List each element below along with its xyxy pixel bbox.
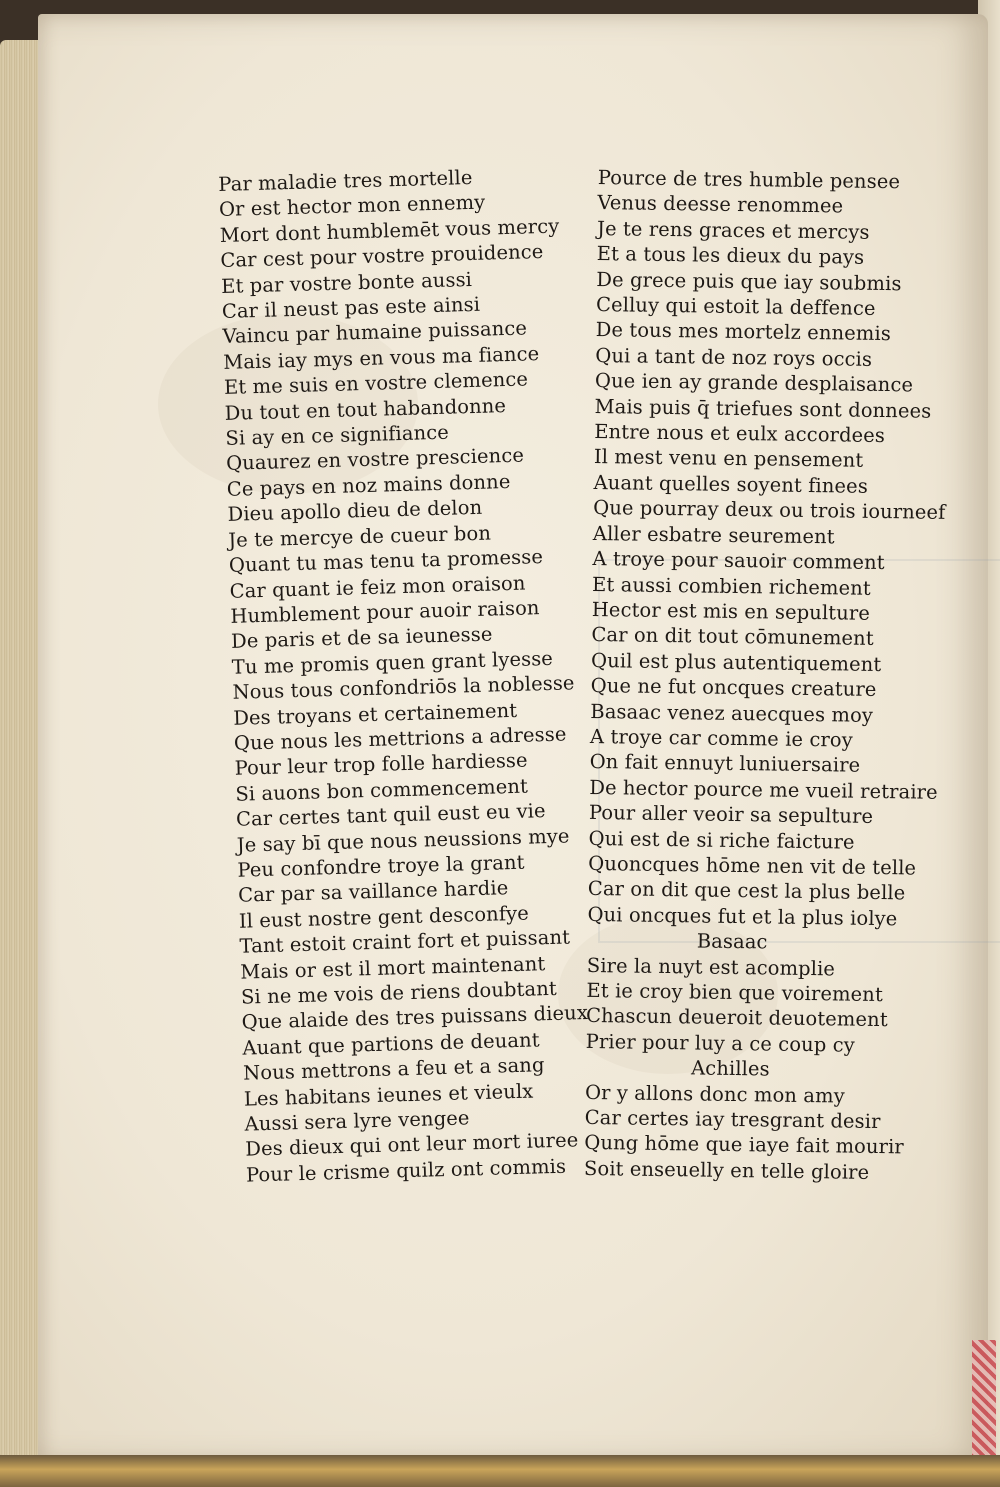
verse-line: Car on dit que cest la plus belle	[587, 877, 906, 905]
verse-line: Venus deesse renommee	[597, 191, 844, 218]
verse-line: Et par vostre bonte aussi	[220, 267, 473, 298]
verse-line: Dieu apollo dieu de delon	[227, 496, 483, 527]
verse-line: Les habitans ieunes et vieulx	[243, 1079, 534, 1111]
verse-line: Que alaide des tres puissans dieux	[241, 1001, 589, 1035]
verse-line: Nous tous confondriōs la noblesse	[232, 671, 575, 704]
verse-line: Des troyans et certainement	[232, 698, 518, 730]
right-text-column	[584, 165, 968, 1186]
verse-line: Celluy qui estoit la deffence	[595, 293, 876, 320]
verse-line: Car par sa vaillance hardie	[237, 876, 509, 908]
verse-line: Et a tous les dieux du pays	[596, 242, 865, 269]
verse-line: Car on dit tout cōmunement	[591, 623, 874, 651]
verse-line: Il mest venu en pensement	[593, 445, 864, 473]
verse-line: Il eust nostre gent desconfye	[238, 901, 530, 933]
verse-line: Nous mettrons a feu et a sang	[242, 1053, 545, 1085]
verse-line: Humblement pour auoir raison	[230, 596, 540, 628]
verse-line: Car il neust pas este ainsi	[221, 292, 481, 323]
verse-line: De paris et de sa ieunesse	[230, 622, 493, 654]
verse-line: Prier pour luy a ce coup cy	[585, 1029, 855, 1057]
verse-line: Mort dont humblemēt vous mercy	[219, 214, 560, 247]
verse-line: Mais iay mys en vous ma fiance	[222, 341, 540, 374]
verse-line: De tous mes mortelz ennemis	[595, 318, 892, 346]
verse-line: On fait ennuyt luniuersaire	[589, 750, 861, 778]
verse-line: Car cest pour vostre prouidence	[220, 240, 544, 273]
verse-line: Je te mercye de cueur bon	[227, 521, 492, 552]
verse-line: Pour le crisme quilz ont commis	[245, 1154, 567, 1187]
verse-line: Je te rens graces et mercys	[596, 216, 870, 244]
verse-line: Qui oncques fut et la plus iolye	[587, 902, 898, 931]
verse-line: Soit enseuelly en telle gloire	[583, 1156, 870, 1184]
verse-line: Qung hōme que iaye fait mourir	[584, 1131, 904, 1159]
verse-line: Tu me promis quen grant lyesse	[231, 646, 554, 679]
verse-line: Ce pays en noz mains donne	[226, 469, 511, 501]
verse-line: Pour leur trop folle hardiesse	[234, 748, 528, 781]
verse-line: Qui a tant de noz roys occis	[595, 343, 873, 371]
verse-line: Du tout en tout habandonne	[224, 393, 507, 425]
verse-line: Basaac venez auecques moy	[590, 699, 874, 727]
verse-line: Pour aller veoir sa sepulture	[588, 801, 874, 829]
verse-line: Quaurez en vostre prescience	[225, 444, 525, 476]
verse-line: Et aussi combien richement	[591, 572, 871, 600]
verse-line: Peu confondre troye la grant	[237, 850, 525, 882]
verse-line: Sire la nuyt est acomplie	[586, 953, 836, 980]
speaker-heading: Achilles	[690, 1056, 770, 1081]
verse-line: Tant estoit craint fort et puissant	[239, 925, 571, 958]
verse-line: A troye pour sauoir comment	[592, 547, 885, 575]
verse-line: Quant tu mas tenu ta promesse	[228, 545, 544, 577]
bookmark-ribbon	[972, 1340, 996, 1470]
verse-line: Quil est plus autentiquement	[590, 648, 882, 676]
verse-line: Que pourray deux ou trois iourneef	[593, 496, 946, 525]
verse-line: Auant quelles soyent finees	[593, 470, 869, 498]
verse-line: Pource de tres humble pensee	[597, 165, 901, 194]
verse-line: Et me suis en vostre clemence	[223, 367, 529, 400]
verse-line: Entre nous et eulx accordees	[594, 420, 886, 448]
verse-line: Si ay en ce signifiance	[225, 420, 450, 450]
verse-line: Hector est mis en sepulture	[591, 597, 871, 625]
verse-line: Que nous les mettrions a adresse	[233, 722, 567, 755]
verse-line: Auant que partions de deuant	[242, 1028, 540, 1060]
book-cover-edge	[0, 1455, 1000, 1487]
verse-line: Car certes iay tresgrant desir	[584, 1105, 881, 1134]
verse-line: Mais puis q̄ triefues sont donnees	[594, 394, 932, 423]
verse-line: Des dieux qui ont leur mort iuree	[244, 1128, 579, 1162]
verse-line: Car certes tant quil eust eu vie	[235, 799, 546, 831]
verse-line: Si ne me vois de riens doubtant	[240, 976, 558, 1009]
verse-line: Or est hector mon ennemy	[218, 190, 486, 222]
verse-line: De hector pource me vueil retraire	[589, 775, 938, 804]
verse-line: Vaincu par humaine puissance	[222, 316, 528, 349]
left-text-column	[218, 162, 616, 1188]
verse-line: Quoncques hōme nen vit de telle	[588, 851, 917, 880]
verse-line: Que ne fut oncques creature	[590, 674, 877, 702]
verse-line: Car quant ie feiz mon oraison	[229, 571, 526, 603]
verse-line: Que ien ay grande desplaisance	[594, 369, 914, 397]
verse-line: Par maladie tres mortelle	[218, 165, 473, 196]
verse-line: Mais or est il mort maintenant	[240, 951, 546, 984]
verse-line: Qui est de si riche faicture	[588, 826, 855, 854]
verse-line: Et ie croy bien que voirement	[586, 978, 884, 1007]
verse-line: De grece puis que iay soubmis	[596, 267, 902, 295]
verse-line: A troye car comme ie croy	[589, 724, 854, 752]
verse-line: Aussi sera lyre vengee	[244, 1106, 470, 1136]
verse-line: Or y allons donc mon amy	[584, 1080, 845, 1108]
verse-line: Je say bī que nous neussions mye	[236, 824, 570, 857]
speaker-heading: Basaac	[696, 929, 768, 954]
verse-line: Aller esbatre seurement	[592, 521, 835, 549]
verse-line: Chascun deueroit deuotement	[585, 1004, 888, 1032]
verse-line: Si auons bon commencement	[235, 774, 529, 806]
